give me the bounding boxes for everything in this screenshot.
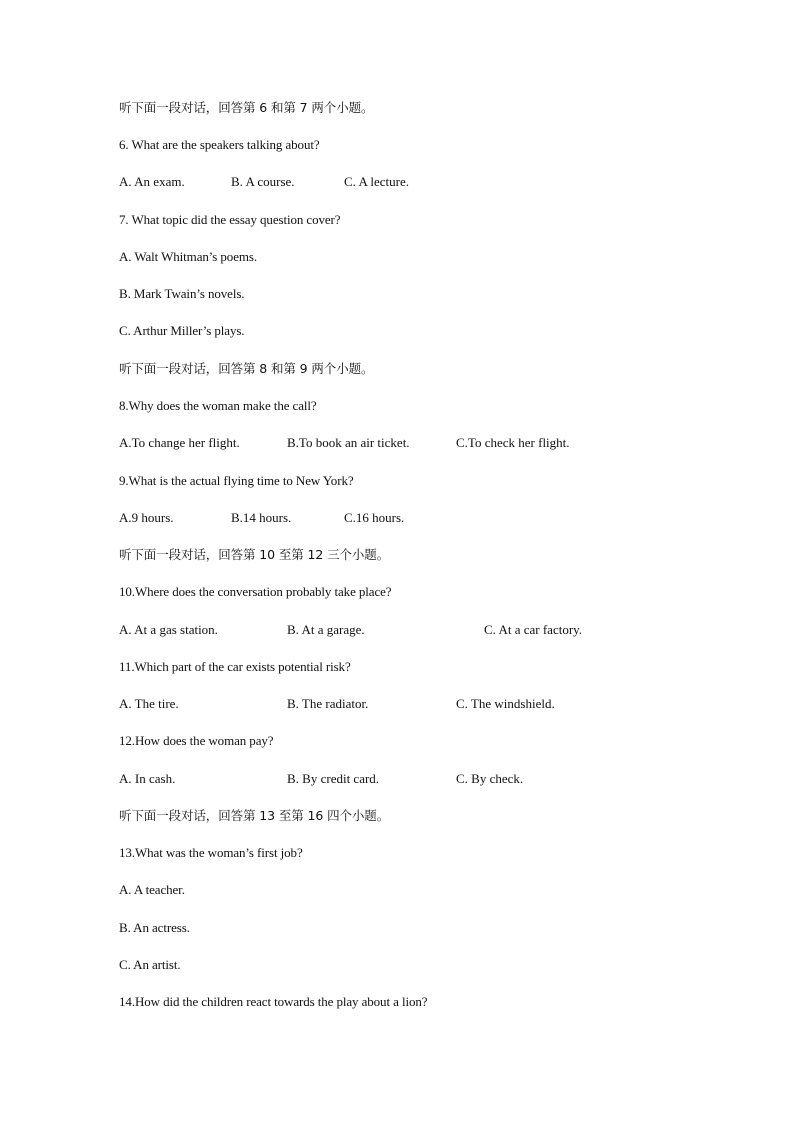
q10-option-c: C. At a car factory. (484, 622, 583, 637)
q7-option-c: C. Arthur Miller’s plays. (119, 323, 245, 338)
q12-option-b: B. By credit card. (287, 771, 380, 786)
question-6-options (119, 174, 739, 190)
q7-option-a: A. Walt Whitman’s poems. (119, 249, 257, 264)
question-11: 11.Which part of the car exists potential risk? (119, 659, 351, 674)
q8-option-b: B.To book an air ticket. (287, 435, 410, 450)
question-8-options (119, 435, 739, 451)
question-9: 9.What is the actual flying time to New York? (119, 473, 354, 488)
section-heading-6-7: 听下面一段对话，回答第 6 和第 7 两个小题。 (119, 100, 374, 115)
question-8: 8.Why does the woman make the call? (119, 398, 317, 413)
q10-option-a: A. At a gas station. (119, 622, 218, 637)
question-12-options (119, 771, 739, 787)
q6-option-c: C. A lecture. (344, 174, 409, 189)
q10-option-b: B. At a garage. (287, 622, 365, 637)
q6-option-a: A. An exam. (119, 174, 185, 189)
q8-option-c: C.To check her flight. (456, 435, 570, 450)
question-11-options (119, 696, 739, 712)
q12-option-a: A. In cash. (119, 771, 176, 786)
q11-option-a: A. The tire. (119, 696, 179, 711)
q11-option-b: B. The radiator. (287, 696, 369, 711)
q9-option-a: A.9 hours. (119, 510, 174, 525)
question-13: 13.What was the woman’s first job? (119, 845, 303, 860)
question-9-options (119, 510, 739, 526)
q9-option-c: C.16 hours. (344, 510, 405, 525)
section-heading-13-16: 听下面一段对话，回答第 13 至第 16 四个小题。 (119, 808, 390, 823)
question-7: 7. What topic did the essay question cover? (119, 212, 341, 227)
q13-option-c: C. An artist. (119, 957, 181, 972)
q13-option-a: A. A teacher. (119, 882, 185, 897)
question-12: 12.How does the woman pay? (119, 733, 274, 748)
q8-option-a: A.To change her flight. (119, 435, 240, 450)
q12-option-c: C. By check. (456, 771, 524, 786)
question-14: 14.How did the children react towards the play about a lion? (119, 994, 428, 1009)
q9-option-b: B.14 hours. (231, 510, 292, 525)
question-10-options (119, 622, 739, 638)
section-heading-8-9: 听下面一段对话，回答第 8 和第 9 两个小题。 (119, 361, 374, 376)
question-10: 10.Where does the conversation probably take place? (119, 584, 392, 599)
q7-option-b: B. Mark Twain’s novels. (119, 286, 245, 301)
section-heading-10-12: 听下面一段对话，回答第 10 至第 12 三个小题。 (119, 547, 390, 562)
q6-option-b: B. A course. (231, 174, 295, 189)
question-6: 6. What are the speakers talking about? (119, 137, 320, 152)
q13-option-b: B. An actress. (119, 920, 190, 935)
q11-option-c: C. The windshield. (456, 696, 555, 711)
